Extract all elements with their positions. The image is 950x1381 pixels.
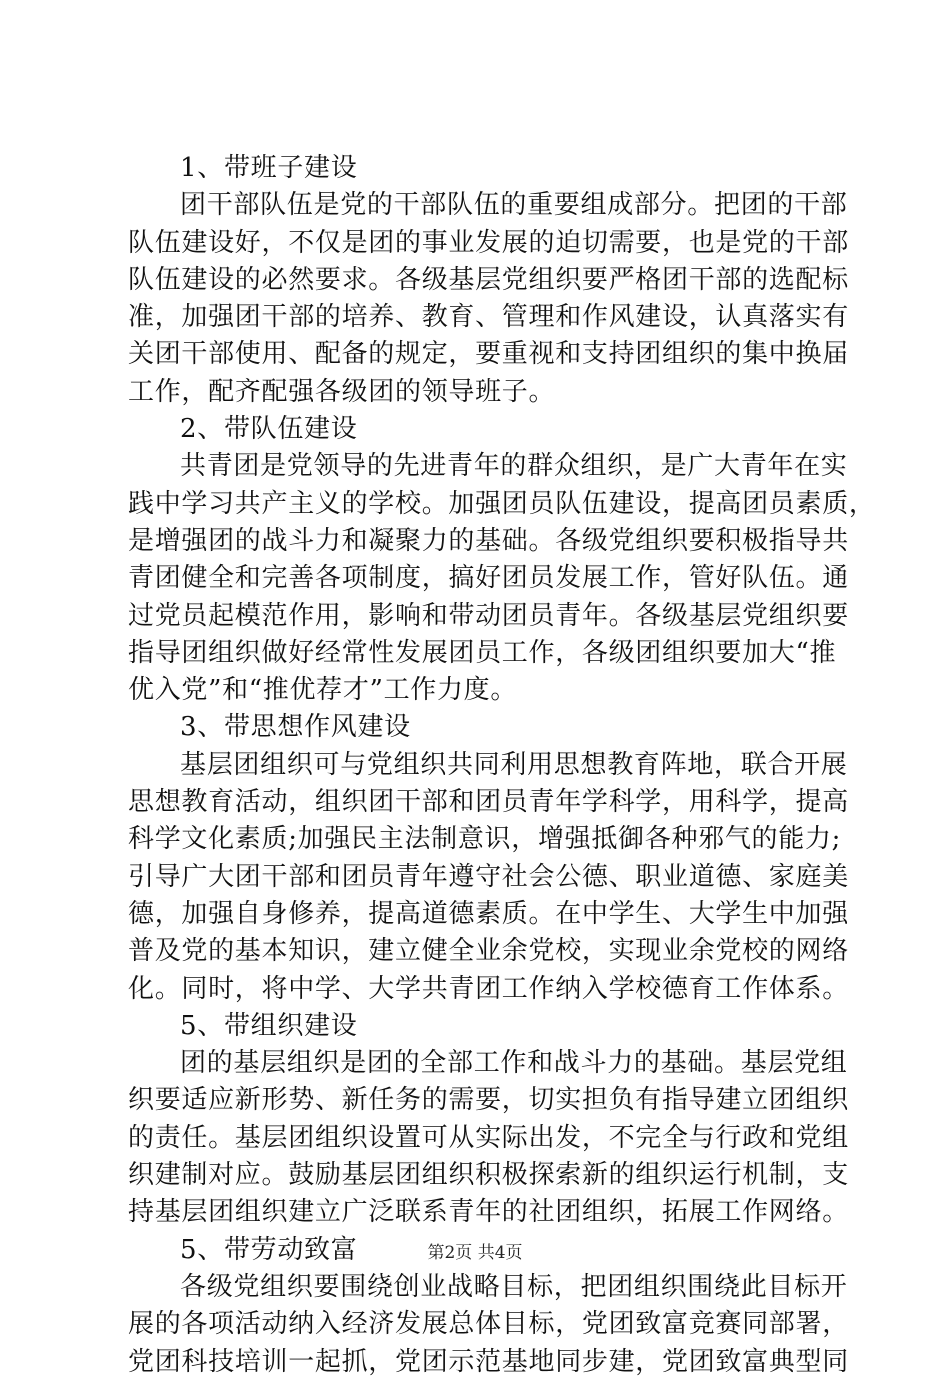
paragraph-line: 的责任。基层团组织设置可从实际出发，不完全与行政和党组: [128, 1122, 849, 1153]
paragraph-line: 普及党的基本知识，建立健全业余党校，实现业余党校的网络: [128, 936, 849, 967]
page-footer: 第2页 共4页: [427, 1243, 523, 1263]
section-heading: 5、带组织建设: [180, 1010, 358, 1041]
section-4: [128, 1008, 849, 1232]
section-heading: 2、带队伍建设: [180, 414, 358, 445]
paragraph-line: 团的基层组织是团的全部工作和战斗力的基础。基层党组: [180, 1048, 848, 1079]
paragraph-line: 关团干部使用、配备的规定，要重视和支持团组织的集中换届: [128, 339, 849, 370]
paragraph-line: 织建制对应。鼓励基层团组织积极探索新的组织运行机制，支: [128, 1160, 849, 1191]
paragraph-line: 青团健全和完善各项制度，搞好团员发展工作，管好队伍。通: [128, 563, 849, 594]
paragraph-line: 持基层团组织建立广泛联系青年的社团组织，拓展工作网络。: [128, 1197, 849, 1228]
paragraph-line: 党团科技培训一起抓，党团示范基地同步建，党团致富典型同: [128, 1346, 849, 1377]
paragraph-line: 是增强团的战斗力和凝聚力的基础。各级党组织要积极指导共: [128, 525, 849, 556]
paragraph-line: 织要适应新形势、新任务的需要，切实担负有指导建立团组织: [128, 1085, 849, 1116]
section-3: [128, 709, 849, 1007]
paragraph-line: 引导广大团干部和团员青年遵守社会公德、职业道德、家庭美: [128, 861, 849, 892]
paragraph-line: 践中学习共产主义的学校。加强团员队伍建设，提高团员素质，: [128, 488, 876, 519]
document-body: [128, 150, 876, 1381]
paragraph-line: 队伍建设好，不仅是团的事业发展的迫切需要，也是党的干部: [128, 227, 849, 258]
paragraph-line: 基层团组织可与党组织共同利用思想教育阵地，联合开展: [180, 749, 848, 780]
paragraph-line: 工作，配齐配强各级团的领导班子。: [128, 376, 556, 407]
paragraph-line: 指导团组织做好经常性发展团员工作，各级团组织要加大“推: [128, 637, 837, 668]
section-heading: 1、带班子建设: [180, 153, 358, 183]
paragraph-line: 团干部队伍是党的干部队伍的重要组成部分。把团的干部: [180, 190, 848, 221]
paragraph-line: 过党员起模范作用，影响和带动团员青年。各级基层党组织要: [128, 600, 849, 631]
paragraph-line: 优入党”和“推优荐才”工作力度。: [128, 675, 518, 706]
paragraph-line: 准，加强团干部的培养、教育、管理和作风建设，认真落实有: [128, 302, 849, 333]
paragraph-line: 思想教育活动，组织团干部和团员青年学科学，用科学，提高: [128, 787, 849, 818]
section-heading: 3、带思想作风建设: [180, 712, 411, 743]
section-2: [128, 411, 876, 709]
section-heading: 5、带劳动致富: [180, 1234, 358, 1265]
section-1: [128, 150, 849, 411]
paragraph-line: 化。同时，将中学、大学共青团工作纳入学校德育工作体系。: [128, 973, 849, 1004]
paragraph-line: 德，加强自身修养，提高道德素质。在中学生、大学生中加强: [128, 898, 849, 929]
paragraph-line: 队伍建设的必然要求。各级基层党组织要严格团干部的选配标: [128, 264, 849, 295]
paragraph-line: 各级党组织要围绕创业战略目标，把团组织围绕此目标开: [180, 1271, 848, 1302]
paragraph-line: 科学文化素质;加强民主法制意识，增强抵御各种邪气的能力;: [128, 824, 842, 855]
paragraph-line: 共青团是党领导的先进青年的群众组织，是广大青年在实: [180, 451, 848, 482]
paragraph-line: 展的各项活动纳入经济发展总体目标，党团致富竞赛同部署，: [128, 1309, 849, 1340]
